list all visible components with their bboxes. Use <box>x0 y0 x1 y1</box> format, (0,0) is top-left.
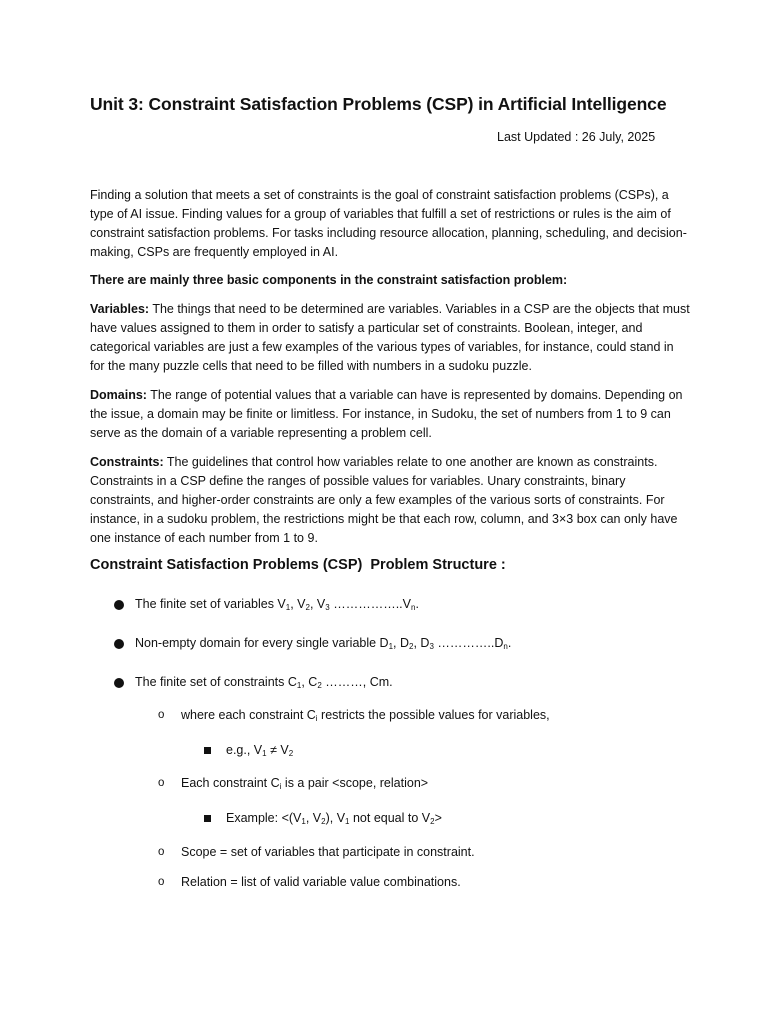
bullet-dot-icon <box>114 639 124 649</box>
structure-heading: Constraint Satisfaction Problems (CSP) Problem Structure : <box>90 557 506 573</box>
sub-bullet-scope-definition: Scope = set of variables that participate in constraint. <box>181 845 475 859</box>
sub-bullet-constraint-restricts: where each constraint $C_i$ restricts the possible values for variables, <box>181 708 550 723</box>
sub-bullet-relation-definition: Relation = list of valid variable value combinations. <box>181 875 461 889</box>
variables-term: Variables: <box>90 302 150 316</box>
bullet-dot-icon <box>114 600 124 610</box>
constraints-description: The guidelines that control how variables relate to one another are known as constraints. Constraints in a CSP define the ranges of possible values for variables. Unary constraints, binary constraints, and higher-order constraints are only a few examples of the various sorts of constraints. For instance, in a sudoku problem, the restrictions might be that each row, column, and 3×3 box can only have one instance of each number from 1 to 9. <box>90 455 678 545</box>
components-lead-paragraph: There are mainly three basic components in the constraint satisfaction problem: <box>90 273 568 287</box>
bullet-dot-icon <box>114 678 124 688</box>
document-title: Unit 3: Constraint Satisfaction Problems (CSP) in Artificial Intelligence <box>90 94 667 114</box>
square-bullet-icon <box>204 815 211 822</box>
circle-bullet-icon: o <box>158 846 165 858</box>
sub-bullet-scope-relation-pair: Each constraint $C_i$ is a pair <scope, relation> <box>181 776 429 791</box>
constraints-paragraph <box>90 453 690 548</box>
square-bullet-icon <box>204 747 211 754</box>
bullet-variables-list: The finite set of variables $V_1$, $V_2$, $V_3$ $\dots\dots\dots\dots\dots..V_n$. <box>135 597 419 612</box>
constraints-term: Constraints: <box>90 455 164 469</box>
last-updated-date: Last Updated : 26 July, 2025 <box>497 130 656 144</box>
circle-bullet-icon: o <box>158 876 165 888</box>
circle-bullet-icon: o <box>158 709 165 721</box>
domains-paragraph <box>90 386 690 443</box>
domains-description: The range of potential values that a variable can have is represented by domains. Depending on the issue, a domain may be finite or limitless. For instance, in Sudoku, the set of numbers from 1 to 9 can serve as the domain of a variable representing a problem cell. <box>90 388 683 440</box>
example-scope-relation: Example: $<(V_1$, $V_2$), $V_1$ not equal to $V_2>$ <box>226 811 442 826</box>
example-not-equal: e.g., $V_1 \ne V_2$ <box>226 743 294 758</box>
bullet-constraints-list: The finite set of constraints $C_1$, $C_2$ ………, Cm. <box>135 675 393 690</box>
variables-description: The things that need to be determined are variables. Variables in a CSP are the objects that must have values assigned to them in order to satisfy a particular set of constraints. Boolean, integer, and categorical variables are just a few examples of the various types of variables, for instance, could stand in for the many puzzle cells that need to be filled with numbers in a sudoku puzzle. <box>90 302 690 373</box>
intro-paragraph: Finding a solution that meets a set of constraints is the goal of constraint satisfaction problems (CSPs), a type of AI issue. Finding values for a group of variables that fulfill a set of restrictions or rules is the aim of constraint satisfaction problems. For tasks including resource allocation, planning, scheduling, and decision-making, CSPs are frequently employed in AI. <box>90 188 687 259</box>
circle-bullet-icon: o <box>158 777 165 789</box>
variables-paragraph <box>90 300 690 376</box>
domains-term: Domains: <box>90 388 147 402</box>
bullet-domains-list: Non-empty domain for every single variable $D_1$, $D_2$, $D_3$ $\dots\dots\dots\dots..D_n$. <box>135 636 512 651</box>
